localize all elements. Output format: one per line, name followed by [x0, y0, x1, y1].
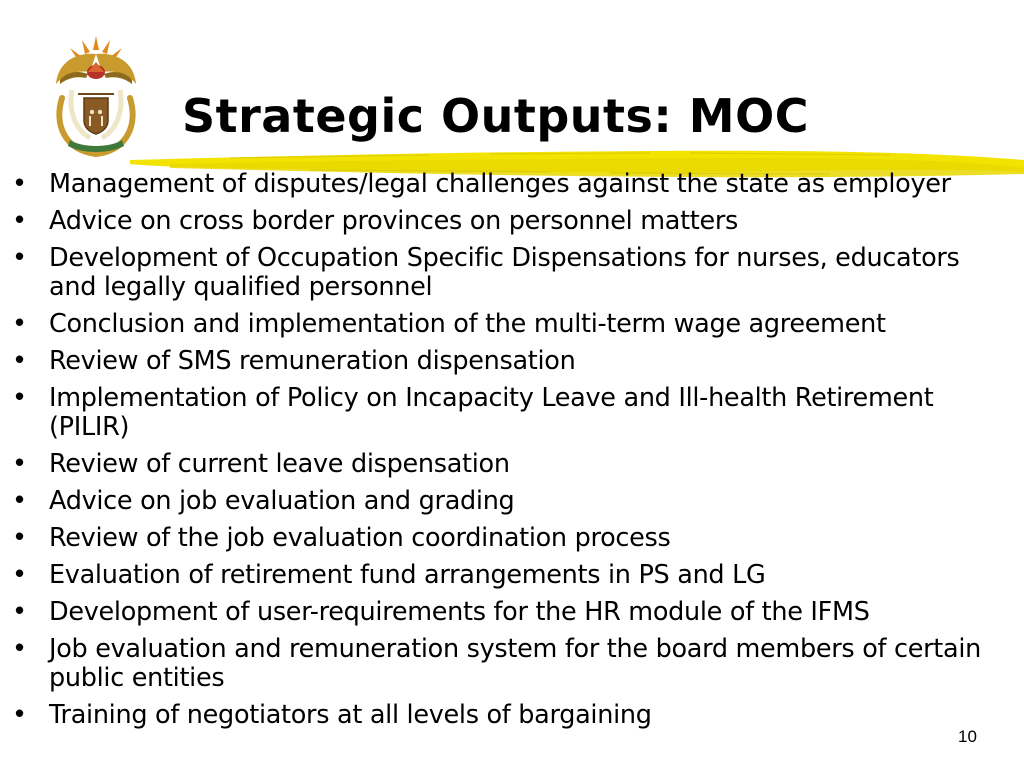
bullet-glyph: •	[12, 309, 27, 339]
bullet-glyph: •	[12, 560, 27, 590]
bullet-text: Management of disputes/legal challenges against the state as employer	[49, 169, 951, 199]
bullet-glyph: •	[12, 346, 27, 376]
bullet-glyph: •	[12, 597, 27, 627]
coat-of-arms-icon	[46, 32, 146, 160]
bullet-item	[12, 347, 1012, 376]
bullet-item	[12, 310, 1012, 339]
page-number: 10	[958, 727, 977, 746]
bullet-text: Development of Occupation Specific Dispensations for nurses, educators and legally qualified personnel	[49, 243, 960, 302]
bullet-glyph: •	[12, 169, 27, 199]
bullet-text: Advice on cross border provinces on personnel matters	[49, 206, 739, 236]
bullet-text: Evaluation of retirement fund arrangements in PS and LG	[49, 560, 766, 590]
bullet-text: Review of current leave dispensation	[49, 449, 510, 479]
bullet-item	[12, 384, 1012, 442]
bullet-item	[12, 487, 1012, 516]
bullet-glyph: •	[12, 206, 27, 236]
bullet-item	[12, 244, 1012, 302]
bullet-text: Development of user-requirements for the HR module of the IFMS	[49, 597, 870, 627]
bullet-text: Advice on job evaluation and grading	[49, 486, 515, 516]
bullet-text: Implementation of Policy on Incapacity Leave and Ill-health Retirement (PILIR)	[49, 383, 934, 442]
bullet-glyph: •	[12, 243, 27, 273]
bullet-glyph: •	[12, 383, 27, 413]
bullet-glyph: •	[12, 523, 27, 553]
bullet-list	[12, 170, 1012, 738]
bullet-item	[12, 207, 1012, 236]
bullet-item	[12, 701, 1012, 730]
bullet-text: Review of SMS remuneration dispensation	[49, 346, 576, 376]
bullet-item	[12, 598, 1012, 627]
bullet-item	[12, 524, 1012, 553]
slide-title: Strategic Outputs: MOC	[182, 89, 809, 143]
bullet-item	[12, 635, 1012, 693]
bullet-glyph: •	[12, 449, 27, 479]
bullet-glyph: •	[12, 634, 27, 664]
bullet-text: Job evaluation and remuneration system for the board members of certain public entities	[49, 634, 981, 693]
bullet-glyph: •	[12, 700, 27, 730]
bullet-item	[12, 450, 1012, 479]
bullet-item	[12, 561, 1012, 590]
bullet-text: Conclusion and implementation of the multi-term wage agreement	[49, 309, 886, 339]
bullet-text: Review of the job evaluation coordination process	[49, 523, 671, 553]
bullet-item	[12, 170, 1012, 199]
bullet-text: Training of negotiators at all levels of bargaining	[49, 700, 652, 730]
bullet-glyph: •	[12, 486, 27, 516]
